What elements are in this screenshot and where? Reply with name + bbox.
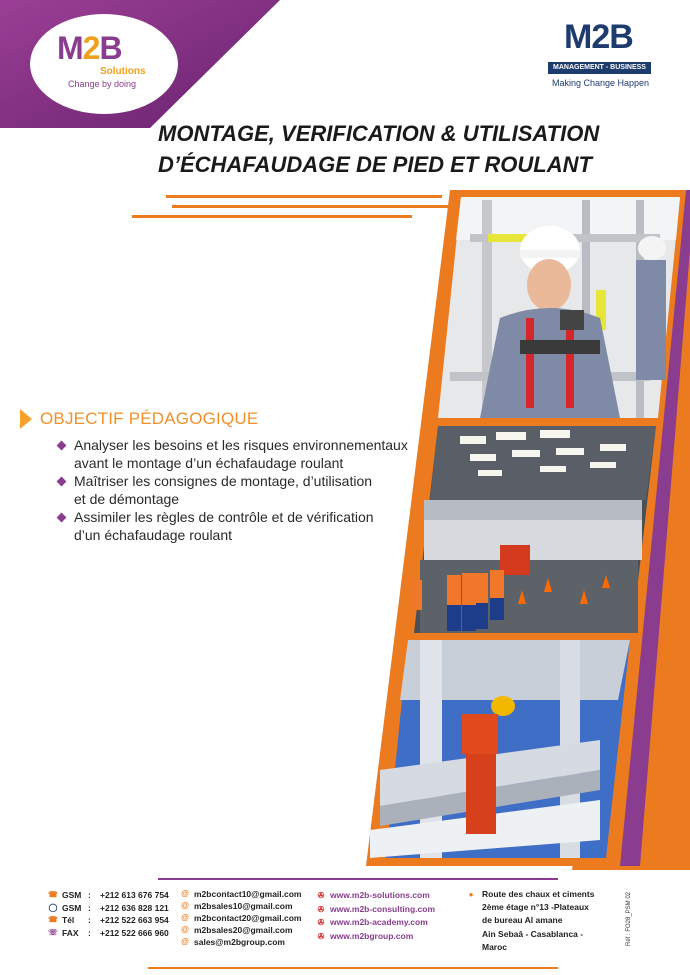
photo-steel-worker [370, 640, 630, 858]
phone-link[interactable]: +212 522 666 960 [100, 927, 169, 938]
m2b-management-tagline: Making Change Happen [552, 78, 650, 88]
email-link[interactable]: m2bsales20@gmail.com [194, 925, 293, 936]
email-icon: @ [181, 937, 189, 947]
globe-icon: ✇ [317, 918, 325, 927]
email-icon: @ [181, 889, 189, 898]
phone-row: ◯ GSM : +212 636 828 121 [48, 902, 169, 913]
email-icon: @ [181, 913, 189, 923]
page-title-line1: MONTAGE, VERIFICATION & UTILISATION [158, 121, 600, 146]
website-link[interactable]: www.m2b-consulting.com [330, 903, 435, 914]
footer-emails [180, 888, 302, 948]
email-link[interactable]: m2bcontact10@gmail.com [194, 889, 302, 899]
location-pin-icon: ● [468, 890, 474, 899]
footer-rule-purple [158, 878, 558, 880]
m2b-solutions-logo-sub: Solutions [100, 66, 146, 77]
m2b-solutions-logo: M2B [57, 30, 122, 66]
photo-scaffold-worker [438, 197, 680, 418]
objective-list [58, 437, 428, 545]
objective-arrow-icon [20, 409, 32, 429]
website-link[interactable]: www.m2bgroup.com [330, 930, 414, 941]
m2b-solutions-tagline: Change by doing [68, 79, 137, 89]
list-item: Assimiler les règles de contrôle et de vérification d’un échafaudage roulant [58, 509, 428, 544]
phone-row: ☎ Tél : +212 522 663 954 [48, 915, 169, 926]
email-link[interactable]: m2bsales10@gmail.com [194, 901, 293, 912]
phone-row: ☎ GSM : +212 613 676 754 [48, 890, 169, 900]
footer-address: ● Route des chaux et ciments 2ème étage n°13 -Plateaux de bureau Al amane Ain Sebaâ - Casablanca - Maroc [468, 888, 594, 954]
photo-warehouse-training [412, 426, 656, 633]
fax-icon: ☏ [48, 927, 59, 937]
list-item: Analyser les besoins et les risques environnementaux avant le montage d’un échafaudage roulant [58, 437, 428, 472]
footer-websites [316, 889, 435, 943]
email-link[interactable]: m2bcontact20@gmail.com [194, 913, 302, 924]
footer-phones [48, 889, 169, 939]
diamond-bullet-icon [57, 477, 67, 487]
globe-icon: ✇ [317, 931, 325, 941]
phone-row: ☏ FAX : +212 522 666 960 [48, 927, 169, 938]
email-icon: @ [181, 925, 189, 935]
website-link[interactable]: www.m2b-solutions.com [330, 890, 430, 900]
m2b-management-bar: MANAGEMENT - BUSINESS [548, 62, 651, 74]
document-reference: Réf : FO28_PSM 02 [626, 891, 632, 946]
phone-icon: ☎ [48, 890, 58, 899]
phone-link[interactable]: +212 636 828 121 [100, 902, 169, 913]
phone-icon: ☎ [48, 915, 58, 925]
email-icon: @ [181, 901, 189, 911]
globe-icon: ✇ [317, 891, 325, 900]
footer-rule-orange [148, 967, 558, 969]
phone-link[interactable]: +212 613 676 754 [100, 890, 169, 900]
diamond-bullet-icon [57, 441, 67, 451]
objective-heading: OBJECTIF PÉDAGOGIQUE [40, 409, 259, 428]
page-title-line2: D’ÉCHAFAUDAGE DE PIED ET ROULANT [158, 152, 592, 177]
email-link[interactable]: sales@m2bgroup.com [194, 937, 285, 948]
diamond-bullet-icon [57, 513, 67, 523]
website-link[interactable]: www.m2b-academy.com [330, 917, 428, 927]
m2b-management-logo: M2B [564, 18, 633, 56]
whatsapp-icon: ◯ [48, 902, 58, 912]
phone-link[interactable]: +212 522 663 954 [100, 915, 169, 926]
globe-icon: ✇ [317, 904, 325, 914]
list-item: Maîtriser les consignes de montage, d’utilisation et de démontage [58, 473, 428, 508]
